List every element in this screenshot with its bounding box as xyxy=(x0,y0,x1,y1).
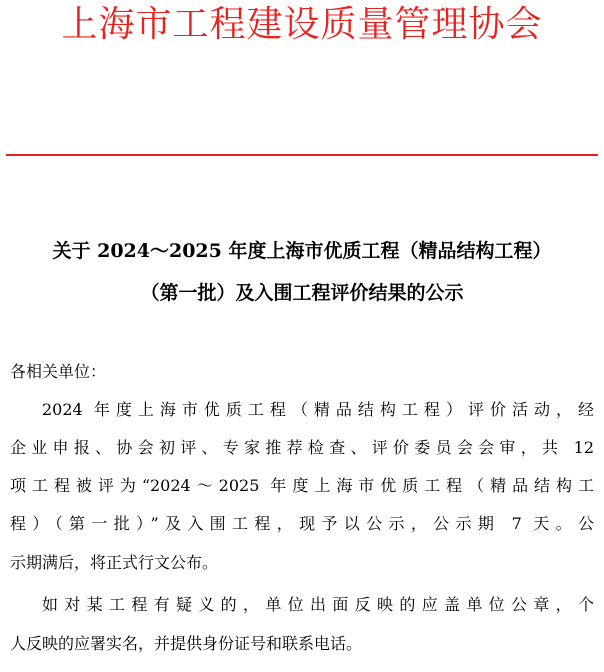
body-line: 项工程被评为“2024～2025 年度上海市优质工程（精品结构工 xyxy=(10,476,594,495)
salutation: 各相关单位： xyxy=(10,362,107,381)
body-line: 2024 年度上海市优质工程（精品结构工程）评价活动，经 xyxy=(42,400,594,419)
letterhead-org-name: 上海市工程建设质量管理协会 xyxy=(61,4,543,45)
body-line: 示期满后，将正式行文公布。 xyxy=(10,553,219,572)
document-title-line-2: （第一批）及入围工程评价结果的公示 xyxy=(140,282,464,304)
body-line: 人反映的应署实名，并提供身份证号和联系电话。 xyxy=(10,634,363,653)
body-line: 程）（第一批）”及入围工程，现予以公示，公示期 7 天。公 xyxy=(10,514,594,533)
letterhead-divider xyxy=(6,154,598,156)
body-line: 如对某工程有疑义的，单位出面反映的应盖单位公章，个 xyxy=(42,595,594,614)
body-line: 企业申报、协会初评、专家推荐检查、评价委员会会审，共 12 xyxy=(10,438,594,457)
document-title-line-1: 关于 2024～2025 年度上海市优质工程（精品结构工程） xyxy=(52,240,552,262)
